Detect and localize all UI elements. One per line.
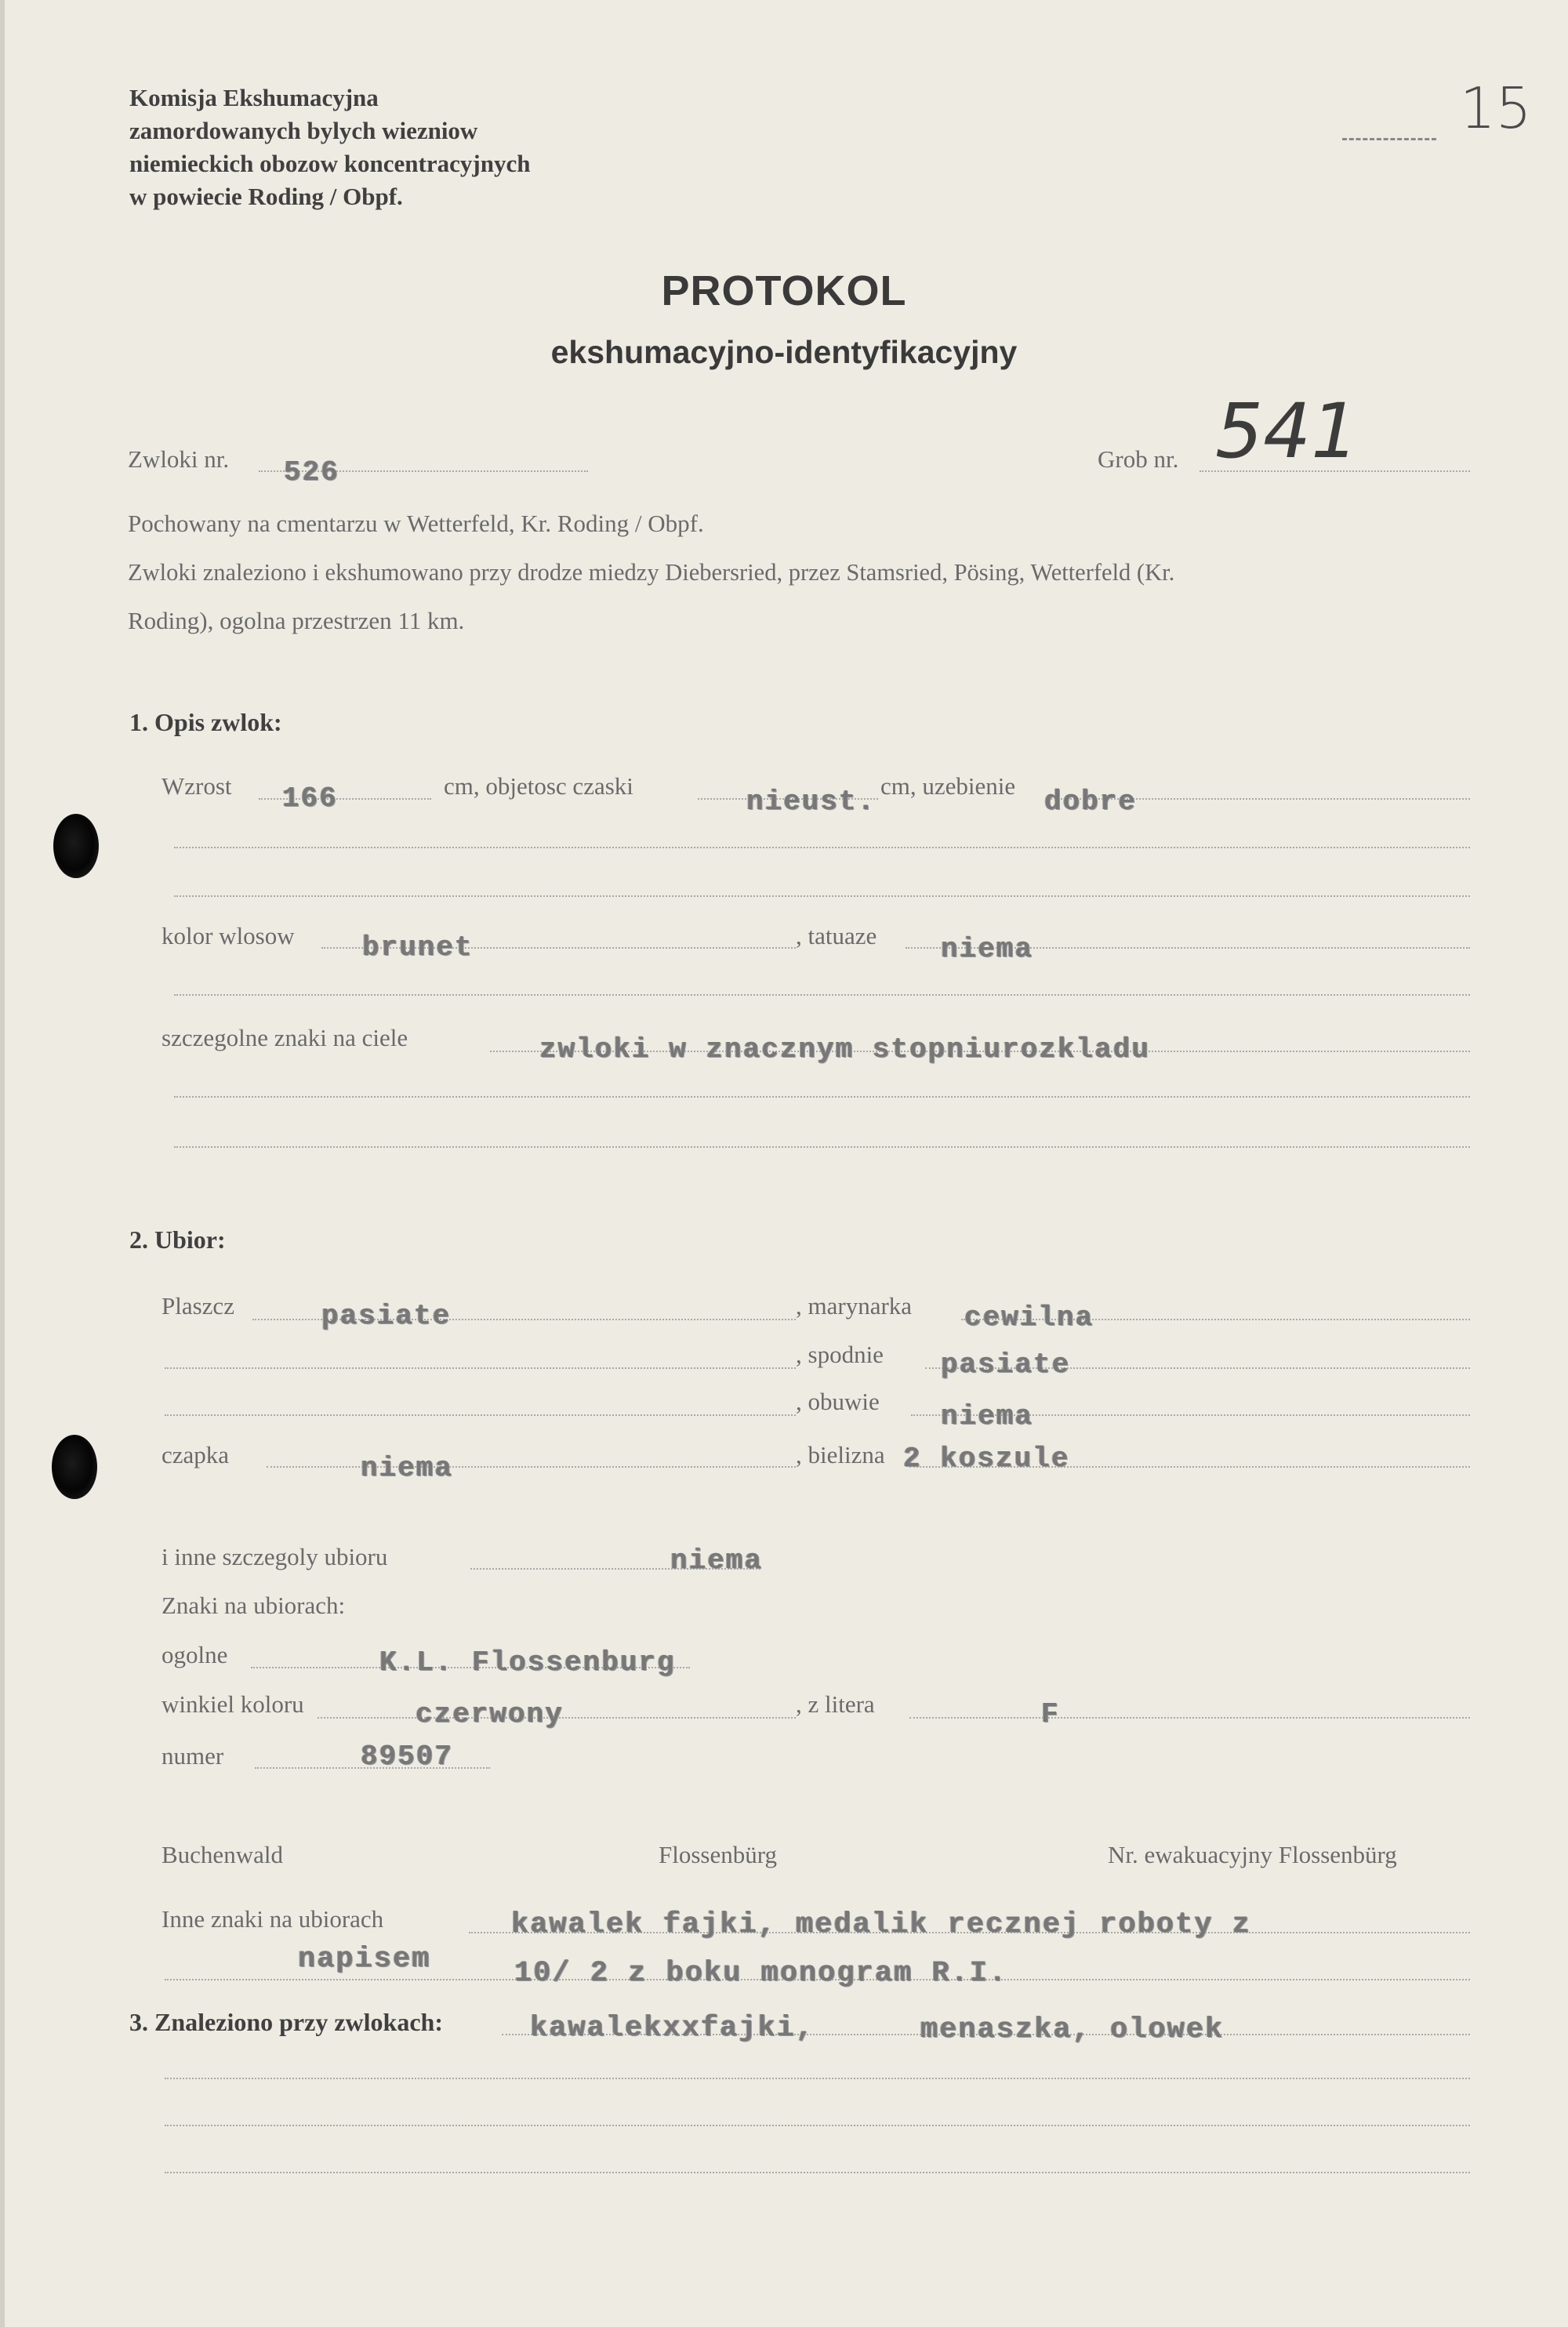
letter-label: , z litera xyxy=(796,1690,875,1718)
cap-line xyxy=(267,1466,796,1468)
coat-blank-line-1 xyxy=(165,1367,796,1369)
commission-line-2: zamordowanych bylych wiezniow xyxy=(129,117,478,144)
found-items-blank-line-3 xyxy=(165,2172,1470,2173)
evacuation-number-label: Nr. ewakuacyjny Flossenbürg xyxy=(1108,1841,1397,1868)
height-unit-label: cm, objetosc czaski xyxy=(444,772,633,800)
commission-line-3: niemieckich obozow koncentracyjnych xyxy=(129,150,531,177)
shoes-label: , obuwie xyxy=(796,1388,880,1415)
found-items-struck-value: kawalekxxfajki, xyxy=(530,2012,815,2045)
blank-line-3 xyxy=(174,994,1470,996)
underwear-value: 2 koszule xyxy=(903,1443,1070,1475)
page-number: 15 xyxy=(1460,75,1532,141)
commission-line-1: Komisja Ekshumacyjna xyxy=(129,84,379,111)
tattoo-value: niema xyxy=(941,933,1034,965)
body-marks-label: szczegolne znaki na ciele xyxy=(162,1024,408,1051)
other-clothing-marks-label: Inne znaki na ubiorach xyxy=(162,1905,384,1933)
general-marks-value: K.L. Flossenburg xyxy=(379,1646,676,1679)
flossenburg-column-label: Flossenbürg xyxy=(659,1841,778,1868)
coat-blank-line-2 xyxy=(165,1414,796,1416)
prisoner-number-label: numer xyxy=(162,1742,224,1770)
blank-line-2 xyxy=(174,895,1470,897)
jacket-value: cewilna xyxy=(964,1301,1094,1334)
triangle-color-label: winkiel koloru xyxy=(162,1690,304,1718)
found-items-value: menaszka, olowek xyxy=(920,2013,1225,2046)
body-marks-value: zwloki w znacznym stopniurozkladu xyxy=(539,1033,1150,1065)
pencil-dash-mark xyxy=(1342,138,1436,140)
underwear-label: , bielizna xyxy=(796,1441,885,1468)
document-title: PROTOKOL xyxy=(661,267,907,314)
letter-value: F xyxy=(1041,1698,1060,1730)
other-details-value: niema xyxy=(670,1545,764,1577)
grave-number-label: Grob nr. xyxy=(1098,445,1179,473)
commission-line-4: w powiecie Roding / Obpf. xyxy=(129,183,403,210)
other-clothing-marks-value-2a: napisem xyxy=(298,1943,431,1976)
punch-hole-bottom xyxy=(52,1435,97,1499)
jacket-label: , marynarka xyxy=(796,1292,913,1320)
skull-value: nieust. xyxy=(746,786,877,818)
burial-place-text: Pochowany na cmentarzu w Wetterfeld, Kr. Roding / Obpf. xyxy=(128,510,704,537)
skull-unit-label: cm, uzebienie xyxy=(880,772,1016,800)
other-details-label: i inne szczegoly ubioru xyxy=(162,1543,388,1570)
blank-line-5 xyxy=(174,1146,1470,1148)
buchenwald-column-label: Buchenwald xyxy=(162,1841,283,1868)
prisoner-number-value: 89507 xyxy=(361,1741,454,1773)
cap-value: niema xyxy=(361,1452,454,1484)
found-place-text-1: Zwloki znaleziono i ekshumowano przy drodze miedzy Diebersried, przez Stamsried, Pösing, Wetterfeld (Kr. xyxy=(128,559,1175,586)
found-place-text-2: Roding), ogolna przestrzen 11 km. xyxy=(128,607,465,634)
height-value: 166 xyxy=(282,782,338,815)
hair-color-label: kolor wlosow xyxy=(162,922,295,949)
section-2-heading: 2. Ubior: xyxy=(129,1225,226,1254)
trousers-label: , spodnie xyxy=(796,1341,884,1368)
teeth-value: dobre xyxy=(1044,786,1138,818)
found-items-blank-line-2 xyxy=(165,2125,1470,2126)
blank-line-4 xyxy=(174,1096,1470,1098)
tattoo-label: , tatuaze xyxy=(796,922,877,949)
found-items-blank-line-1 xyxy=(165,2078,1470,2079)
section-1-heading: 1. Opis zwlok: xyxy=(129,708,282,736)
document-subtitle: ekshumacyjno-identyfikacyjny xyxy=(550,334,1018,370)
coat-label: Plaszcz xyxy=(162,1292,234,1320)
coat-value: pasiate xyxy=(321,1300,452,1332)
blank-line-1 xyxy=(174,847,1470,848)
triangle-color-value: czerwony xyxy=(416,1698,564,1730)
hair-color-value: brunet xyxy=(362,931,474,964)
punch-hole-top xyxy=(53,814,99,878)
section-3-heading: 3. Znaleziono przy zwlokach: xyxy=(129,2008,443,2036)
height-label: Wzrost xyxy=(162,772,232,800)
remains-number-label: Zwloki nr. xyxy=(128,445,230,473)
general-marks-label: ogolne xyxy=(162,1641,228,1668)
letter-line xyxy=(909,1717,1470,1719)
other-clothing-marks-value-1: kawalek fajki, medalik recznej roboty z xyxy=(511,1908,1251,1941)
grave-number-value: 541 xyxy=(1215,387,1359,475)
clothing-marks-heading: Znaki na ubiorach: xyxy=(162,1592,346,1619)
shoes-value: niema xyxy=(941,1400,1034,1432)
remains-number-value: 526 xyxy=(284,456,339,488)
cap-label: czapka xyxy=(162,1441,230,1468)
other-clothing-marks-value-2b: 10/ 2 z boku monogram R.I. xyxy=(514,1957,1008,1990)
trousers-value: pasiate xyxy=(941,1349,1071,1381)
